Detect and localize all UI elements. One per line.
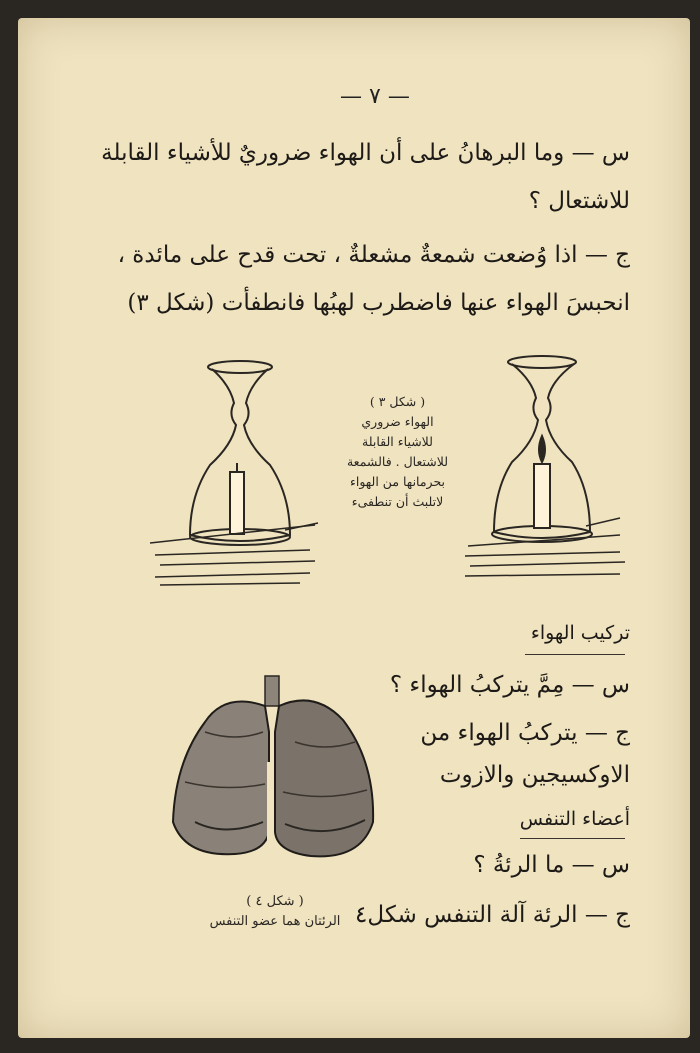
answer-combustion-line2: انحبسَ الهواء عنها فاضطرب لهبُها فانطفأت (شكل ٣) [127,290,630,316]
question-combustion-line1: س — وما البرهانُ على أن الهواء ضروريٌ للأشياء القابلة [101,140,630,166]
bell-jar-extinguished-illustration [150,355,320,590]
figure4-caption-title: ( شكل ٤ ) [246,894,304,909]
section-underline [520,838,625,839]
figure3-caption-line: الهواء ضروري [361,414,434,429]
question-lung: س — ما الرئةُ ؟ [473,852,630,878]
figure3-caption-line: لاتلبث أن تنطفىء [351,494,444,509]
answer-lung: ج — الرئة آلة التنفس شكل٤ [355,902,630,928]
answer-air-composition-line2: الاوكسيجين والازوت [439,762,630,788]
figure3-caption [330,392,465,512]
question-combustion-line2: للاشتعال ؟ [528,188,630,214]
figure3-caption-line: للاشياء القابلة [362,434,433,449]
page-number: — ٧ — [340,84,410,109]
figure3-caption-line: بحرمانها من الهواء [349,474,445,489]
answer-air-composition-line1: ج — يتركبُ الهواء من [420,720,630,746]
figure3-caption-line: للاشتعال . فالشمعة [346,454,449,469]
question-air-composition: س — مِمَّ يتركبُ الهواء ؟ [389,672,630,698]
bell-jar-burning-illustration [460,350,630,590]
section-title-breathing-organs: أعضاء التنفس [519,808,630,830]
figure4-caption [180,892,370,932]
figure3-caption-title: ( شكل ٣ ) [369,394,426,409]
section-underline [525,654,625,655]
answer-combustion-line1: ج — اذا وُضعت شمعةٌ مشعلةٌ ، تحت قدح على مائدة ، [117,242,630,268]
section-title-air-composition: تركيب الهواء [530,622,630,644]
figure4-caption-text: الرئتان هما عضو التنفس [209,914,341,929]
lungs-illustration [165,672,380,872]
